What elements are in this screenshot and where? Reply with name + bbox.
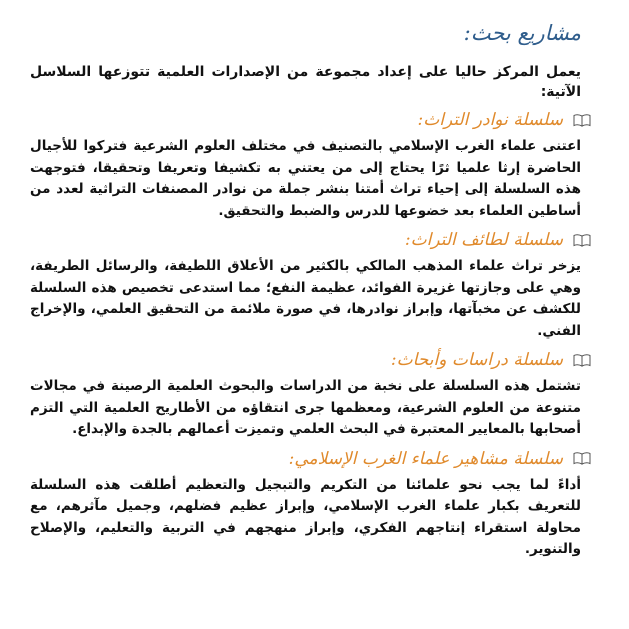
section-body: تشتمل هذه السلسلة على نخبة من الدراسات والبحوث العلمية الرصينة في مجالات متنوعة من العلوم الشرعية، ومعظمها جرى انتقاؤه من الأطاريح العلمية التي التزم أصحابها بالمعايير المعتبرة في البحث العلمي وتميزت أعمالهم بالجدة والإبداع.: [30, 378, 581, 437]
section-body: اعتنى علماء الغرب الإسلامي بالتصنيف في مختلف العلوم الشرعية فتركوا للأجيال الحاضرة إرثا علميا ثرًا يحتاج إلى من يعتني به تكشيفا وتعريفا وتحقيقا، فتوجهت هذه السلسلة إلى إحياء تراث أمتنا بنشر جملة من نوادر المصنفات التراثية لعدد من أساطين العلماء بعد خضوعها للدرس والضبط والتحقيق.: [30, 138, 581, 219]
section-heading: [30, 447, 591, 471]
page-title: مشاريع بحث:: [463, 21, 581, 45]
section-lataif: [30, 228, 599, 342]
section-heading: [30, 228, 591, 252]
book-icon: [573, 234, 591, 247]
section-body: يزخر تراث علماء المذهب المالكي بالكثير من الأعلاق اللطيفة، والرسائل الطريفة، وهي على وجازتها غزيرة الفوائد، عظيمة النفع؛ مما استدعى تخصيص هذه السلسلة للكشف عن مخبآتها، وإبراز نوادرها، في صورة ملائمة من التحقيق العلمي، والإخراج الفني.: [30, 258, 581, 339]
section-body: أداءً لما يجب نحو علمائنا من التكريم والتبجيل والتعظيم أطلقت هذه السلسلة للتعريف بكبار علماء الغرب الإسلامي، وإبراز عظيم فضلهم، وجميل مآثرهم، مع محاولة استقراء إنتاجهم الفكري، وإبراز منهجهم في التربية والتعليم، والإصلاح والتنوير.: [30, 476, 581, 557]
book-icon: [573, 354, 591, 367]
section-mashahir: [30, 447, 599, 561]
intro-paragraph: يعمل المركز حاليا على إعداد مجموعة من الإصدارات العلمية تتوزعها السلاسل الآتية:: [30, 64, 581, 100]
section-title: سلسلة مشاهير علماء الغرب الإسلامي:: [288, 448, 563, 469]
section-title: سلسلة لطائف التراث:: [404, 230, 563, 250]
section-heading: [30, 108, 591, 132]
book-icon: [573, 452, 591, 465]
section-title: سلسلة نوادر التراث:: [417, 110, 563, 130]
section-title: سلسلة دراسات وأبحاث:: [390, 350, 563, 370]
book-icon: [573, 114, 591, 127]
section-dirasat: [30, 348, 599, 441]
section-heading: [30, 348, 591, 372]
section-nawadir: [30, 108, 599, 222]
